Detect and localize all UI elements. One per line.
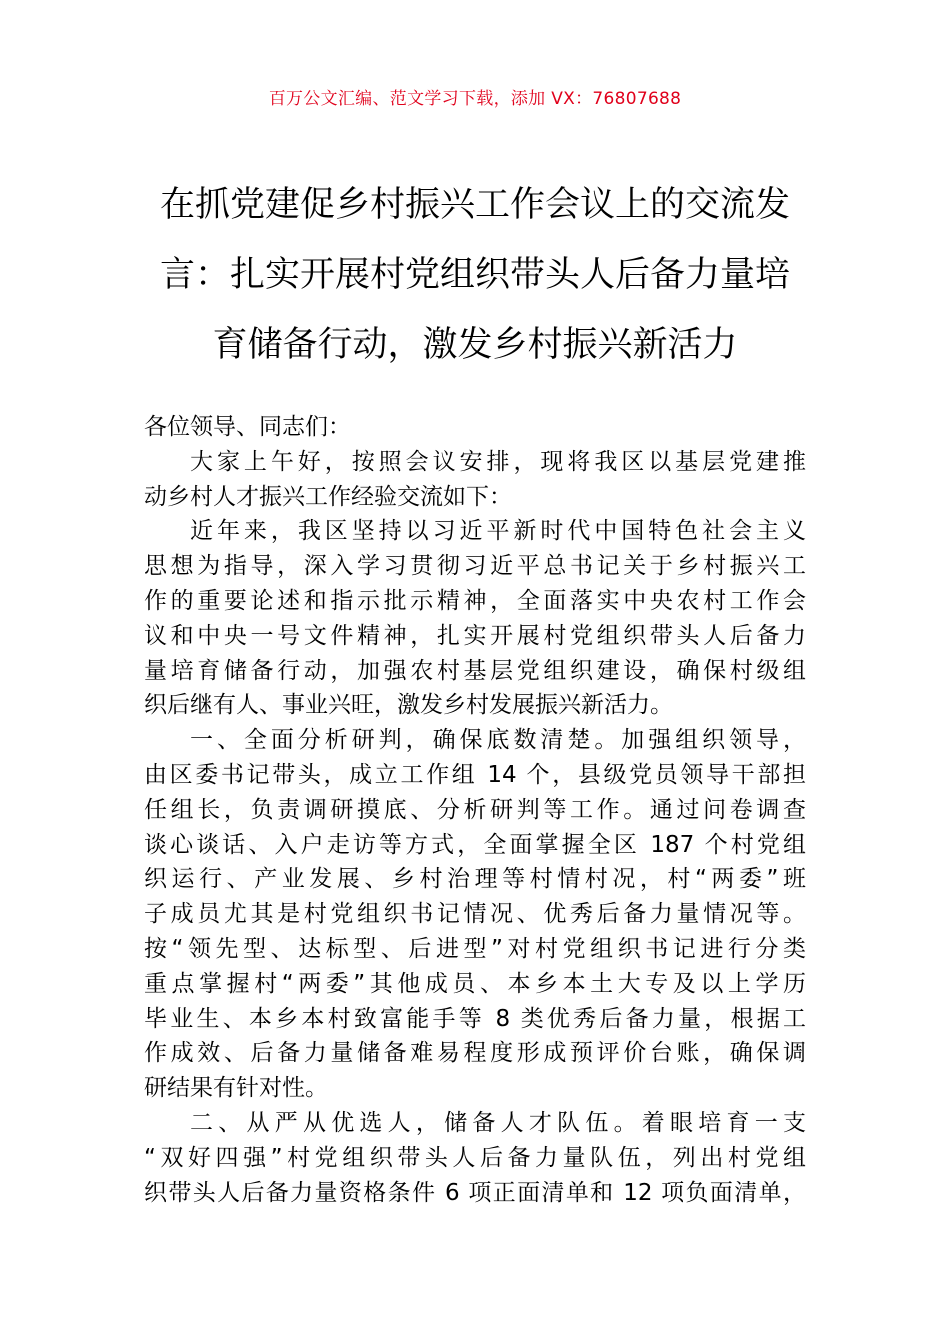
- paragraph-line: 动乡村人才振兴工作经验交流如下：: [144, 483, 512, 510]
- paragraph-line: 毕业生、本乡本村致富能手等 8 类优秀后备力量，根据工: [144, 1005, 806, 1032]
- paragraph-line: 思想为指导，深入学习贯彻习近平总书记关于乡村振兴工: [144, 553, 806, 580]
- paragraph-line: 按“领先型、达标型、后进型”对村党组织书记进行分类: [144, 935, 806, 962]
- paragraph-line: 研结果有针对性。: [144, 1075, 328, 1102]
- paragraph-line: 织运行、产业发展、乡村治理等村情村况，村“两委”班: [144, 866, 806, 893]
- header-notice: 百万公文汇编、范文学习下载，添加 VX：76807688: [268, 89, 682, 109]
- paragraph-line: 子成员尤其是村党组织书记情况、优秀后备力量情况等。: [144, 901, 806, 928]
- paragraph-line: 由区委书记带头，成立工作组 14 个，县级党员领导干部担: [144, 761, 806, 788]
- title-line: 言：扎实开展村党组织带头人后备力量培: [159, 255, 790, 295]
- document-title: [140, 170, 810, 380]
- paragraph-line: 织后继有人、事业兴旺，激发乡村发展振兴新活力。: [144, 692, 673, 719]
- salutation: 各位领导、同志们：: [144, 414, 351, 440]
- paragraph-line: 织带头人后备力量资格条件 6 项正面清单和 12 项负面清单，: [144, 1179, 806, 1206]
- paragraph-line: “双好四强”村党组织带头人后备力量队伍，列出村党组: [144, 1144, 806, 1171]
- paragraph-line: 作的重要论述和指示批示精神，全面落实中央农村工作会: [144, 587, 806, 614]
- title-line: 在抓党建促乡村振兴工作会议上的交流发: [159, 185, 790, 225]
- paragraph-line: 作成效、后备力量储备难易程度形成预评价台账，确保调: [144, 1040, 806, 1067]
- document-body: [144, 410, 806, 1210]
- paragraph-line: 重点掌握村“两委”其他成员、本乡本土大专及以上学历: [144, 970, 806, 997]
- paragraph-line: 任组长，负责调研摸底、分析研判等工作。通过问卷调查: [144, 796, 806, 823]
- paragraph-line: 近年来，我区坚持以习近平新时代中国特色社会主义: [190, 518, 806, 545]
- paragraph-line: 议和中央一号文件精神，扎实开展村党组织带头人后备力: [144, 622, 806, 649]
- paragraph-line: 大家上午好，按照会议安排，现将我区以基层党建推: [190, 448, 806, 475]
- paragraph-line: 谈心谈话、入户走访等方式，全面掌握全区 187 个村党组: [144, 831, 806, 858]
- paragraph-line: 一、全面分析研判，确保底数清楚。加强组织领导，: [190, 727, 806, 754]
- title-line: 育储备行动，激发乡村振兴新活力: [212, 325, 738, 365]
- paragraph-line: 量培育储备行动，加强农村基层党组织建设，确保村级组: [144, 657, 806, 684]
- paragraph-line: 二、从严从优选人，储备人才队伍。着眼培育一支: [190, 1109, 806, 1136]
